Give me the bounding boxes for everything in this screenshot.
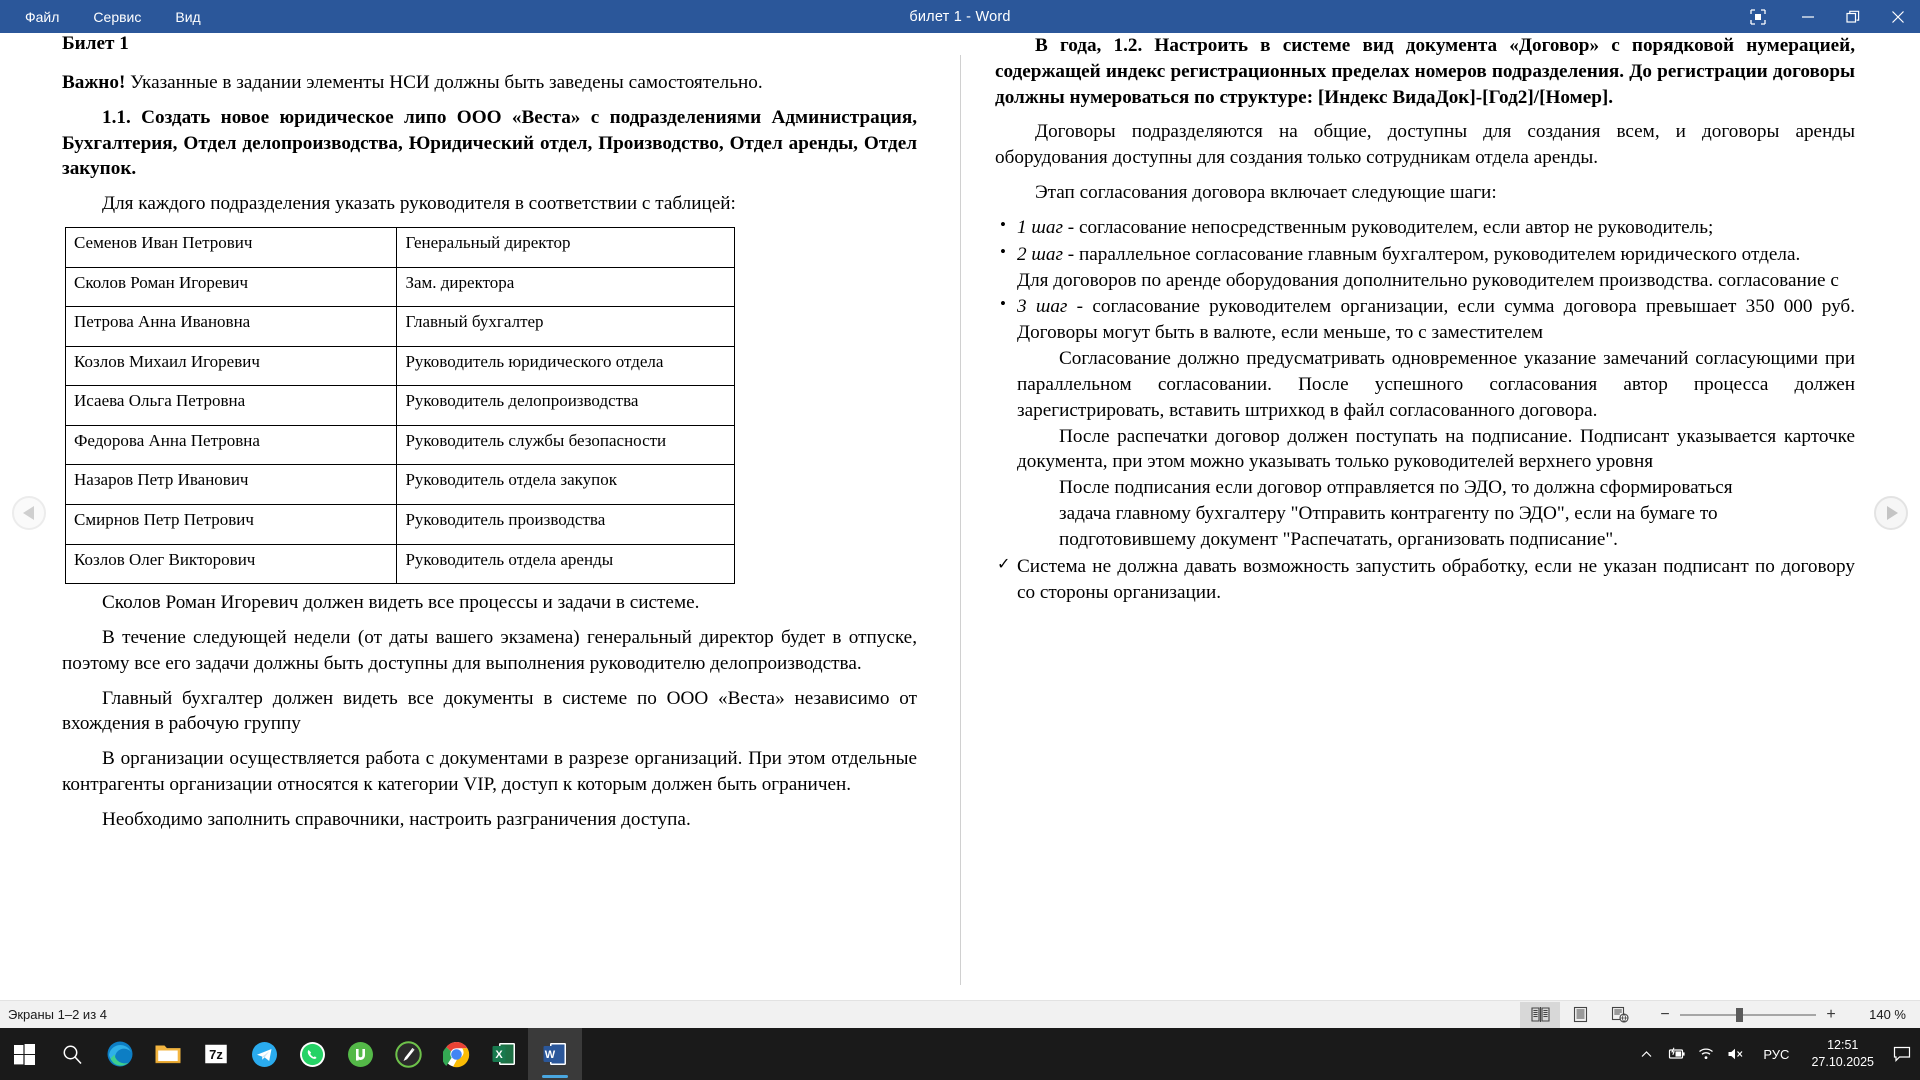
employee-role: Главный бухгалтер	[397, 307, 735, 347]
viber-button[interactable]	[384, 1028, 432, 1080]
step-extra: Для договоров по аренде оборудования дополнительно руководителем производства. согласование с	[1017, 269, 1839, 291]
svg-text:7z: 7z	[209, 1047, 223, 1062]
important-paragraph	[62, 70, 917, 96]
right-paragraph-1: Договоры подразделяются на общие, доступны для создания всем, и договоры аренды оборудования доступны для создания только сотрудникам отдела аренды.	[995, 121, 1855, 169]
requirement-text: Система не должна давать возможность запустить обработку, если не указан подписант по договору со стороны организации.	[1017, 555, 1855, 603]
employees-table-body	[66, 228, 735, 584]
checkmark-icon: ✓	[997, 555, 1011, 573]
notification-icon[interactable]	[1884, 1028, 1920, 1080]
step-text: - согласование непосредственным руководителем, если автор не руководитель;	[1062, 216, 1714, 238]
right-paragraph-2: Этап согласования договора включает следующие шаги:	[1035, 182, 1497, 204]
start-button[interactable]	[0, 1028, 48, 1080]
task-1-1: 1.1. Создать новое юридическое липо ООО «Веста» с подразделениями Администрация, Бухгалтерия, Отдел делопроизводства, Юридический отдел, Производство, Отдел аренды, Отдел закупок.	[62, 106, 917, 180]
wifi-icon[interactable]	[1691, 1028, 1721, 1080]
bullet-icon: •	[1000, 241, 1006, 261]
list-item	[995, 215, 1855, 241]
employee-name: Назаров Петр Иванович	[66, 465, 397, 505]
zoom-control	[1654, 1006, 1842, 1024]
language-indicator[interactable]: РУС	[1763, 1046, 1790, 1062]
restore-icon[interactable]	[1830, 0, 1875, 33]
left-paragraph-3: Главный бухгалтер должен видеть все документы в системе по ООО «Веста» независимо от вхождения в рабочую группу	[62, 687, 917, 735]
document-page-left	[62, 33, 917, 842]
employee-name: Смирнов Петр Петрович	[66, 504, 397, 544]
chrome-button[interactable]	[432, 1028, 480, 1080]
chevron-right-icon	[1887, 506, 1898, 520]
system-tray	[1631, 1028, 1920, 1080]
viber-icon	[395, 1041, 422, 1068]
menu-bar	[0, 3, 218, 31]
previous-page-arrow[interactable]	[12, 496, 46, 530]
table-row	[66, 544, 735, 584]
step-marker: 3 шаг	[1017, 296, 1068, 318]
clock[interactable]	[1801, 1037, 1884, 1071]
web-layout-icon[interactable]	[1600, 1002, 1640, 1028]
window-titlebar	[0, 0, 1920, 33]
table-row	[66, 386, 735, 426]
zoom-slider-thumb[interactable]	[1736, 1008, 1743, 1022]
table-row	[66, 267, 735, 307]
right-paragraph-3: Согласование должно предусматривать одновременное указание замечаний согласующими при параллельном согласовании. После успешного согласования автор процесса должен зарегистрировать, вставить штрихкод в файл согласованного договора.	[1017, 348, 1855, 421]
explorer-button[interactable]	[144, 1028, 192, 1080]
list-item	[995, 294, 1855, 552]
clock-date: 27.10.2025	[1811, 1055, 1874, 1069]
employee-role: Генеральный директор	[397, 228, 735, 268]
7z-icon	[203, 1041, 229, 1067]
print-layout-icon[interactable]	[1560, 1002, 1600, 1028]
status-bar-right	[1520, 1002, 1910, 1028]
employee-role: Руководитель отдела аренды	[397, 544, 735, 584]
approval-steps-list	[995, 215, 1855, 553]
employee-name: Петрова Анна Ивановна	[66, 307, 397, 347]
ribbon-display-options-icon[interactable]	[1731, 0, 1785, 33]
list-item	[995, 554, 1855, 606]
table-intro: Для каждого подразделения указать руководителя в соответствии с таблицей:	[102, 193, 736, 215]
next-page-arrow[interactable]	[1874, 496, 1908, 530]
read-mode-icon[interactable]	[1520, 1002, 1560, 1028]
bullet-icon: •	[1000, 294, 1006, 314]
utorrent-button[interactable]	[336, 1028, 384, 1080]
left-paragraph-2: В течение следующей недели (от даты вашего экзамена) генеральный директор будет в отпуске, поэтому все его задачи должны быть доступны для выполнения руководителю делопроизводства.	[62, 626, 917, 674]
employee-role: Руководитель юридического отдела	[397, 346, 735, 386]
employees-table	[65, 227, 735, 584]
clock-time: 12:51	[1827, 1038, 1859, 1053]
speaker-muted-icon[interactable]	[1721, 1028, 1751, 1080]
excel-button[interactable]	[480, 1028, 528, 1080]
edge-button[interactable]	[96, 1028, 144, 1080]
task-1-2: В года, 1.2. Настроить в системе вид документа «Договор» с порядковой нумерацией, содержащей индекс регистрационных пределах номеров подразделения. До регистрации договоры должны нумероваться по структуре: [Индекс ВидаДок]-[Год2]/[Номер].	[995, 35, 1855, 108]
table-row	[66, 307, 735, 347]
table-row	[66, 228, 735, 268]
windows-logo-icon	[14, 1044, 35, 1065]
requirements-list	[995, 554, 1855, 606]
telegram-button[interactable]	[240, 1028, 288, 1080]
svg-text:X: X	[495, 1049, 503, 1061]
table-row	[66, 504, 735, 544]
employee-role: Зам. директора	[397, 267, 735, 307]
document-page-right	[995, 33, 1855, 606]
table-row	[66, 346, 735, 386]
sevenzip-button[interactable]	[192, 1028, 240, 1080]
table-row	[66, 425, 735, 465]
employee-role: Руководитель делопроизводства	[397, 386, 735, 426]
page-divider	[960, 55, 961, 985]
list-item	[995, 242, 1855, 294]
employee-name: Федорова Анна Петровна	[66, 425, 397, 465]
employee-role: Руководитель службы безопасности	[397, 425, 735, 465]
status-bar	[0, 1000, 1920, 1028]
utorrent-icon	[347, 1041, 374, 1068]
battery-charging-icon[interactable]	[1661, 1028, 1691, 1080]
windows-taskbar	[0, 1028, 1920, 1080]
left-paragraph-5: Необходимо заполнить справочники, настроить разграничения доступа.	[102, 808, 691, 830]
employee-name: Семенов Иван Петрович	[66, 228, 397, 268]
whatsapp-button[interactable]	[288, 1028, 336, 1080]
chevron-up-icon[interactable]	[1631, 1028, 1661, 1080]
bullet-icon: •	[1000, 214, 1006, 234]
folder-icon	[154, 1041, 182, 1067]
search-icon	[62, 1044, 83, 1065]
table-row	[66, 465, 735, 505]
page-title: Билет 1	[62, 33, 129, 54]
close-icon[interactable]	[1875, 0, 1920, 33]
telegram-icon	[251, 1041, 278, 1068]
menu-file[interactable]: Файл	[25, 8, 60, 25]
step-marker: 1 шаг	[1017, 216, 1063, 238]
zoom-out-button[interactable]: −	[1660, 1005, 1670, 1023]
svg-text:W: W	[544, 1049, 556, 1061]
zoom-slider[interactable]	[1680, 1014, 1816, 1016]
page-count-label[interactable]: Экраны 1–2 из 4	[8, 1007, 107, 1022]
right-paragraph-6: задача главному бухгалтеру "Отправить контрагенту по ЭДО", если на бумаге то	[1059, 503, 1718, 525]
chevron-left-icon	[23, 506, 34, 520]
important-label: Важно!	[62, 72, 126, 93]
whatsapp-icon	[299, 1041, 326, 1068]
right-paragraph-5: После подписания если договор отправляется по ЭДО, то должна сформироваться	[1059, 477, 1733, 499]
step-text: - параллельное согласование главным бухгалтером, руководителем юридического отдела.	[1062, 243, 1801, 265]
active-app-indicator	[542, 1075, 568, 1078]
document-reading-area[interactable]	[0, 33, 1920, 1028]
left-paragraph-4: В организации осуществляется работа с документами в разрезе организаций. При этом отдельные контрагенты организации относятся к категории VIP, доступ к которым должен быть ограничен.	[62, 748, 917, 796]
right-paragraph-4: После распечатки договор должен поступать на подписание. Подписант указывается карточке документа, при этом можно указывать только руководителей верхнего уровня	[1017, 425, 1855, 473]
window-title: билет 1 - Word	[909, 8, 1011, 25]
window-controls	[1731, 0, 1920, 33]
employee-name: Козлов Михаил Игоревич	[66, 346, 397, 386]
chrome-icon	[443, 1041, 470, 1068]
edge-icon	[106, 1040, 134, 1068]
word-icon	[542, 1041, 568, 1067]
step-text: - согласование руководителем организации, если сумма договора превышает 350 000 руб. Договоры могут быть в валюте, если меньше, то с заместителем	[1017, 296, 1855, 344]
zoom-level-label[interactable]: 140 %	[1869, 1007, 1906, 1022]
step-marker: 2 шаг	[1017, 243, 1063, 265]
employee-name: Козлов Олег Викторович	[66, 544, 397, 584]
important-text: Указанные в задании элементы НСИ должны быть заведены самостоятельно.	[125, 72, 763, 93]
menu-view[interactable]: Вид	[175, 8, 201, 25]
employee-role: Руководитель производства	[397, 504, 735, 544]
employee-role: Руководитель отдела закупок	[397, 465, 735, 505]
minimize-icon[interactable]	[1785, 0, 1830, 33]
word-button[interactable]	[528, 1028, 582, 1080]
excel-icon	[491, 1041, 517, 1067]
menu-tools[interactable]: Сервис	[93, 8, 142, 25]
employee-name: Сколов Роман Игоревич	[66, 267, 397, 307]
employee-name: Исаева Ольга Петровна	[66, 386, 397, 426]
left-paragraph-1: Сколов Роман Игоревич должен видеть все процессы и задачи в системе.	[102, 592, 700, 614]
zoom-in-button[interactable]: +	[1826, 1005, 1836, 1023]
right-paragraph-7: подготовившему документ "Распечатать, организовать подписание".	[1059, 528, 1618, 550]
search-button[interactable]	[48, 1028, 96, 1080]
